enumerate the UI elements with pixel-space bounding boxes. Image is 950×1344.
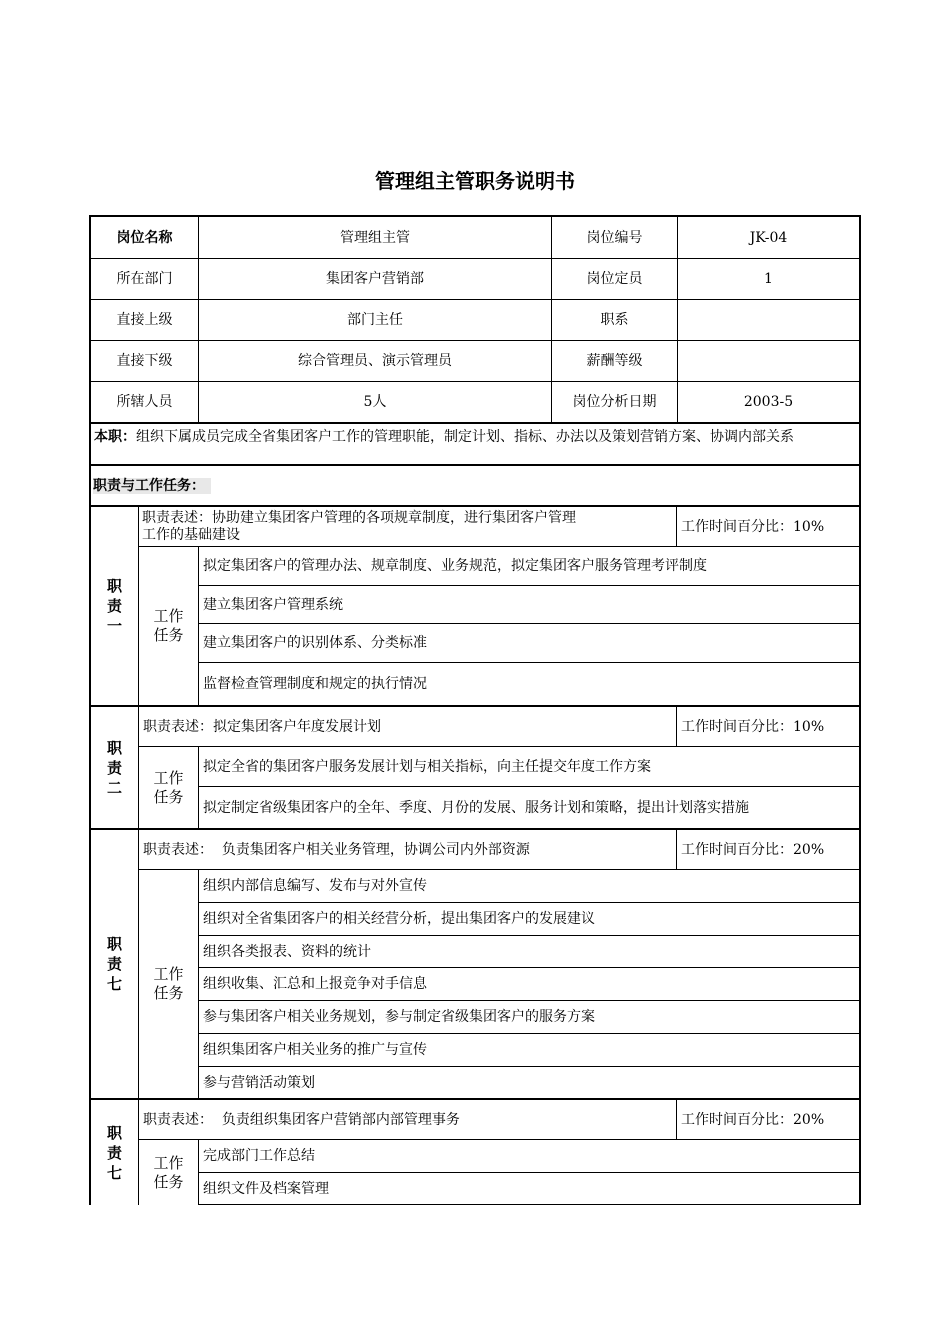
task-label-line: 工作 [153,965,184,983]
label-position-name: 岗位名称 [116,229,173,246]
task-label-line: 任务 [153,787,184,806]
task-label-line: 任务 [153,984,184,1002]
value-salary-grade [678,341,859,381]
duty-name-char: 责 [106,1143,122,1162]
task-item: 建立集团客户管理系统 [203,596,343,613]
duty-description-line: 职责表述：协助建立集团客户管理的各项规章制度，进行集团客户管理 [142,510,576,526]
duty-time-percent: 工作时间百分比：20% [681,841,825,858]
page-title: 管理组主管职务说明书 [375,169,575,193]
value-analysis-date: 2003-5 [743,394,794,410]
task-item: 拟定全省的集团客户服务发展计划与相关指标，向主任提交年度工作方案 [203,758,651,775]
duty-summary-label: 本职： [94,429,136,445]
value-direct-subordinates: 综合管理员、演示管理员 [298,353,452,369]
duty-name-char: 责 [106,955,122,973]
task-item: 组织收集、汇总和上报竞争对手信息 [203,976,427,992]
task-item: 参与营销活动策划 [203,1074,315,1091]
value-department: 集团客户营销部 [326,271,424,287]
duty-description: 职责表述： 负责组织集团客户营销部内部管理事务 [143,1111,460,1128]
duty-name-char: 职 [106,1123,122,1142]
duty-description-line: 工作的基础建设 [142,527,240,543]
duty-name-char: 责 [106,597,122,615]
value-headcount: 1 [764,271,773,287]
value-position-name: 管理组主管 [340,229,410,246]
label-analysis-date: 岗位分析日期 [572,394,657,410]
task-item: 组织集团客户相关业务的推广与宣传 [203,1042,427,1058]
duty-name-char: 二 [106,778,122,797]
value-staff-managed: 5人 [363,394,387,410]
task-item: 拟定集团客户的管理办法、规章制度、业务规范，拟定集团客户服务管理考评制度 [203,558,707,574]
task-label-line: 工作 [153,607,184,625]
task-item: 监督检查管理制度和规定的执行情况 [203,676,427,692]
task-item: 组织内部信息编写、发布与对外宣传 [203,878,427,894]
task-label-line: 任务 [153,626,184,644]
value-direct-superior: 部门主任 [347,312,403,328]
task-item: 组织各类报表、资料的统计 [203,943,371,960]
section-label: 职责与工作任务： [93,478,211,494]
task-item: 完成部门工作总结 [203,1148,315,1164]
task-item: 拟定制定省级集团客户的全年、季度、月份的发展、服务计划和策略，提出计划落实措施 [203,799,749,816]
duty-summary [91,424,859,464]
duty-name-char: 一 [106,617,122,635]
label-staff-managed: 所辖人员 [116,394,173,410]
task-label [139,1140,198,1205]
value-job-family [678,300,859,340]
task-label [139,547,198,705]
task-item: 组织对全省集团客户的相关经营分析，提出集团客户的发展建议 [203,911,595,927]
duty-name-char: 职 [106,738,122,757]
task-label-line: 任务 [153,1172,184,1191]
label-salary-grade: 薪酬等级 [586,353,643,369]
duty-name-char: 责 [106,758,122,777]
duty-name [91,707,138,828]
duty-name-char: 七 [106,1163,122,1182]
duty-name-char: 职 [106,935,122,953]
duty-name [91,1100,138,1205]
task-item: 组织文件及档案管理 [203,1180,329,1197]
label-direct-superior: 直接上级 [116,312,173,328]
task-item: 参与集团客户相关业务规划，参与制定省级集团客户的服务方案 [203,1009,595,1025]
duty-name [91,507,138,705]
duty-time-percent: 工作时间百分比：10% [681,718,825,735]
duty-description: 职责表述：拟定集团客户年度发展计划 [143,718,381,735]
duty-name [91,830,138,1098]
duty-name-char: 职 [106,577,122,595]
task-label [139,747,198,828]
task-label-line: 工作 [153,1153,184,1172]
label-direct-subordinates: 直接下级 [116,353,173,369]
task-item: 建立集团客户的识别体系、分类标准 [203,635,427,651]
value-position-code: JK-04 [749,229,788,246]
duty-time-percent: 工作时间百分比：20% [681,1111,825,1128]
duty-description: 职责表述： 负责集团客户相关业务管理，协调公司内外部资源 [143,841,530,858]
task-label-line: 工作 [153,768,184,787]
duty-summary-text: 组织下属成员完成全省集团客户工作的管理职能，制定计划、指标、办法以及策划营销方案、协调内部关系 [136,429,794,445]
duty-time-percent: 工作时间百分比：10% [681,518,825,535]
task-label [139,870,198,1098]
label-job-family: 职系 [600,312,629,328]
label-headcount: 岗位定员 [586,271,643,287]
duty-name-char: 七 [106,975,122,993]
label-position-code: 岗位编号 [586,229,643,246]
duty-description [139,507,676,546]
section-label-row [91,466,859,505]
label-department: 所在部门 [116,271,173,287]
